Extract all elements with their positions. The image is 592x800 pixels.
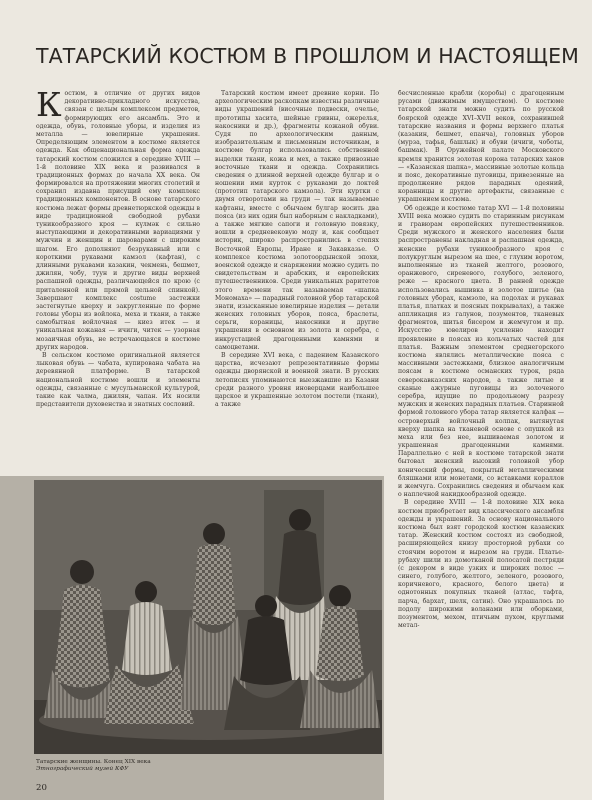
photo-caption bbox=[36, 759, 336, 774]
paragraph: Об одежде и костюме татар XVI — 1-й половины XVIII века можно судить по старинным рисункам и гравюрам европейских путешественников. Среди мужского и женского населения были распространены накладная и распашная одежда, женские рубахи туникообразного кроя с полукруглым вырезом на шее, с глухим воротом, выполненные из тканей желтого, розового, оранжевого, сиреневого, голубого, зеленого, реже — красного цвета. В ранней одежде использовались вышивка и золотое шитье (на головных уборах, камзоле, на подолах и рукавах платья, платках и поясных покрывалах), а также аппликация из галунов, позументов, тканевых фрагментов, шитья бисером и жемчугом и пр. Искусство ювелиров усиленно находит проявление в поясах из кольчатых частей для платья. Важным элементом среднегорского костюма являлись металлические пояса с массивными застежками, близкое аналогичным поясам в костюме османских турок, ряда северокавказских народов, а также литые и сканые ажурные пуговицы из золоченого серебра, идущие по продольному разрезу мужских и женских парадных платьев. Старинной формой головного убора татар является калфак — островерхый войлочный колпак, вытянутая кверху шапка на тканевой основе с опушкой из меха или без нее, вышиваемая золотом и украшенная драгоценными камнями. Параллельно с ней в костюме татарской знати бытовал женский высокий головной убор конический формы, покрытый металлическими бляшками или монетами, со вставками кораллов и жемчуга. Сохранились сведения и обычаем как о наплечной накидкообразной одежде. bbox=[398, 204, 564, 499]
historic-photo bbox=[34, 480, 382, 754]
paragraph-text: остюм, в отличие от других видов декоративно-прикладного искусства, связан с целым комплексом предметов, формирующих его ансамбль. Это и одежда, обувь, головные уборы, и изделия из металла — ювелирные украшения. Определяющим элементом в костюме является одежда. Как общенациональная форма одежда татарский костюм сложился в середине XVIII — 1-й половине XIX века и развивался в традиционных формах до начала XX века. Он формировался на протяжении многих столетий и сохранил издавна присущий ему комплекс традиционных компонентов. В основе татарского костюма лежат формы древнетюркской одежды в виде традиционной свободной рубахи туникообразного кроя — күлмәк с сильно выступающими и декоративными вариациями у мужчин и женщин и шароварами с широким шагом. Его дополняют безрукавный или с короткими рукавами камзол (кафтан), с длинными рукавами казакин, чекмень, бешмет, джилян, чобу, туун и другие виды верхней распашной одежды, различающейся по крою (с приталенной или прямой цельной спинкой). Завершают комплекс costume застежки застегнутые кверху и закругленные по форме головы уборы из войлока, меха и ткани, а также самобытная войлочная — киез итек — и уникальная кожаная — ичиги, читек — узорная мозаичная обувь, не встречающаяся в костюме других народов. bbox=[36, 90, 200, 351]
text-column-2 bbox=[215, 90, 379, 472]
page-number: 20 bbox=[36, 783, 47, 793]
drop-cap: К bbox=[36, 90, 62, 124]
caption-line-2: Этнографический музей КФУ bbox=[36, 766, 129, 773]
text-column-3 bbox=[398, 90, 564, 786]
paragraph: В середине XVI века, с падением Казанского царства, исчезают репрезентативные формы одежды дворянской и военной знати. В русских летописях упоминаются выезжавшие из Казани среди разного уровня иноверцами наибольшее царское и украшенные золотом постели (ткани), а также bbox=[215, 352, 379, 409]
paragraph: Татарский костюм имеет древние корни. По археологическим раскопкам известны различные виды украшений (височные подвески, очелье, прототипы хасита, шейные гривны, ожерелья, накосники и др.), фрагменты кожаной обуви. Судя по археологическим данным, изобразительным и письменным источникам, в костюме булгар использовались собственной выделки ткани, кожа и мех, а также привозные восточные ткани и одежда. Сохранились сведения о длинной верхней одежде булгар и о ношении ими курток с рукавами до локтей (прототип татарского камзола). Эти куртки с двумя отворотами на груди — так называемые кафтаны, вместе с обычаем булгар носить два пояса (из них один был наборным с накладками), а также мягкие сапоги и головную повязку, вошли в средневековую моду и, как сообщает историк, широко распространились в степях Восточной Европы, Иране и Закавказье. О комплексе костюма золотоордынской эпохи, военской одежде и снаряжении можно судить по свидетельствам и арабских, и европейских путешественников. Среди уникальных раритетов этого времени так называемая «шапка Мономаха» — парадный головной убор татарской знати, изысканные ювелирные изделия — детали женских головных уборов, пояса, браслеты, серьги, кораницы, накосники и другие украшения в основном из золота и серебра, с инкрустацией драгоценными камнями и самоцветами. bbox=[215, 90, 379, 351]
photo-illustration bbox=[34, 480, 382, 754]
paragraph: бесчисленные крабли (коробы) с драгоценным русами (движимым имуществом). О костюме татарской знати можно судить по русской боярской одежде XVI–XVII веков, сохранившей татарские названия и формы верхнего платья (казакин, бешмет, епанча), головных уборов (мурза, тафья, башлык) и обуви (ичиги, чоботы, башмак). В Оружейной палате Московского кремля хранится золотая корона татарских ханов — «Казанская шапка», массивные золотые кольца и пояс, декоративные пуговицы, привезенные на продолжение рядов парадных одеяний, коранницы и другие артефакты, связанные с украшением костюма. bbox=[398, 90, 564, 204]
text-column-1 bbox=[36, 90, 200, 472]
paragraph: В сельском костюме оригинальной является лыковая обувь — чабата, купирована чабата на деревянной платформе. В татарской национальной костюме вошли и элементы одежды, связанные с мусульманской культурой, такие как чалма, джилян, чапан. Их носили представители духовенства и знатных сословий. bbox=[36, 352, 200, 409]
caption-line-1: Татарские женщины. Конец XIX века bbox=[36, 759, 151, 765]
paragraph: В середине XVIII — 1-й половине XIX века костюм приобретает вид классического ансамбля одежды и украшений. За основу национального костюма был взят городской костюм казанских татар. Женский костюм состоял из свободной, расширяющейся книзу просторной рубахи со стоячим воротом и вырезом на груди. Платье-рубаху шили из домотканой полосатой пестряди (с декором в виде узких и широких полос — синего, голубого, желтого, зеленого, розового, коричневого, красного, белого цвета) и однотонных покупных тканей (атлас, тафта, парча, бархат, шелк, сатин). Оно украшалось по подолу широкими воланами или оборками, позументом, мехом, птичьим пухом, круглыми метал- bbox=[398, 499, 564, 630]
page-title: ТАТАРСКИЙ КОСТЮМ В ПРОШЛОМ И НАСТОЯЩЕМ bbox=[36, 44, 579, 68]
paragraph bbox=[36, 90, 200, 352]
